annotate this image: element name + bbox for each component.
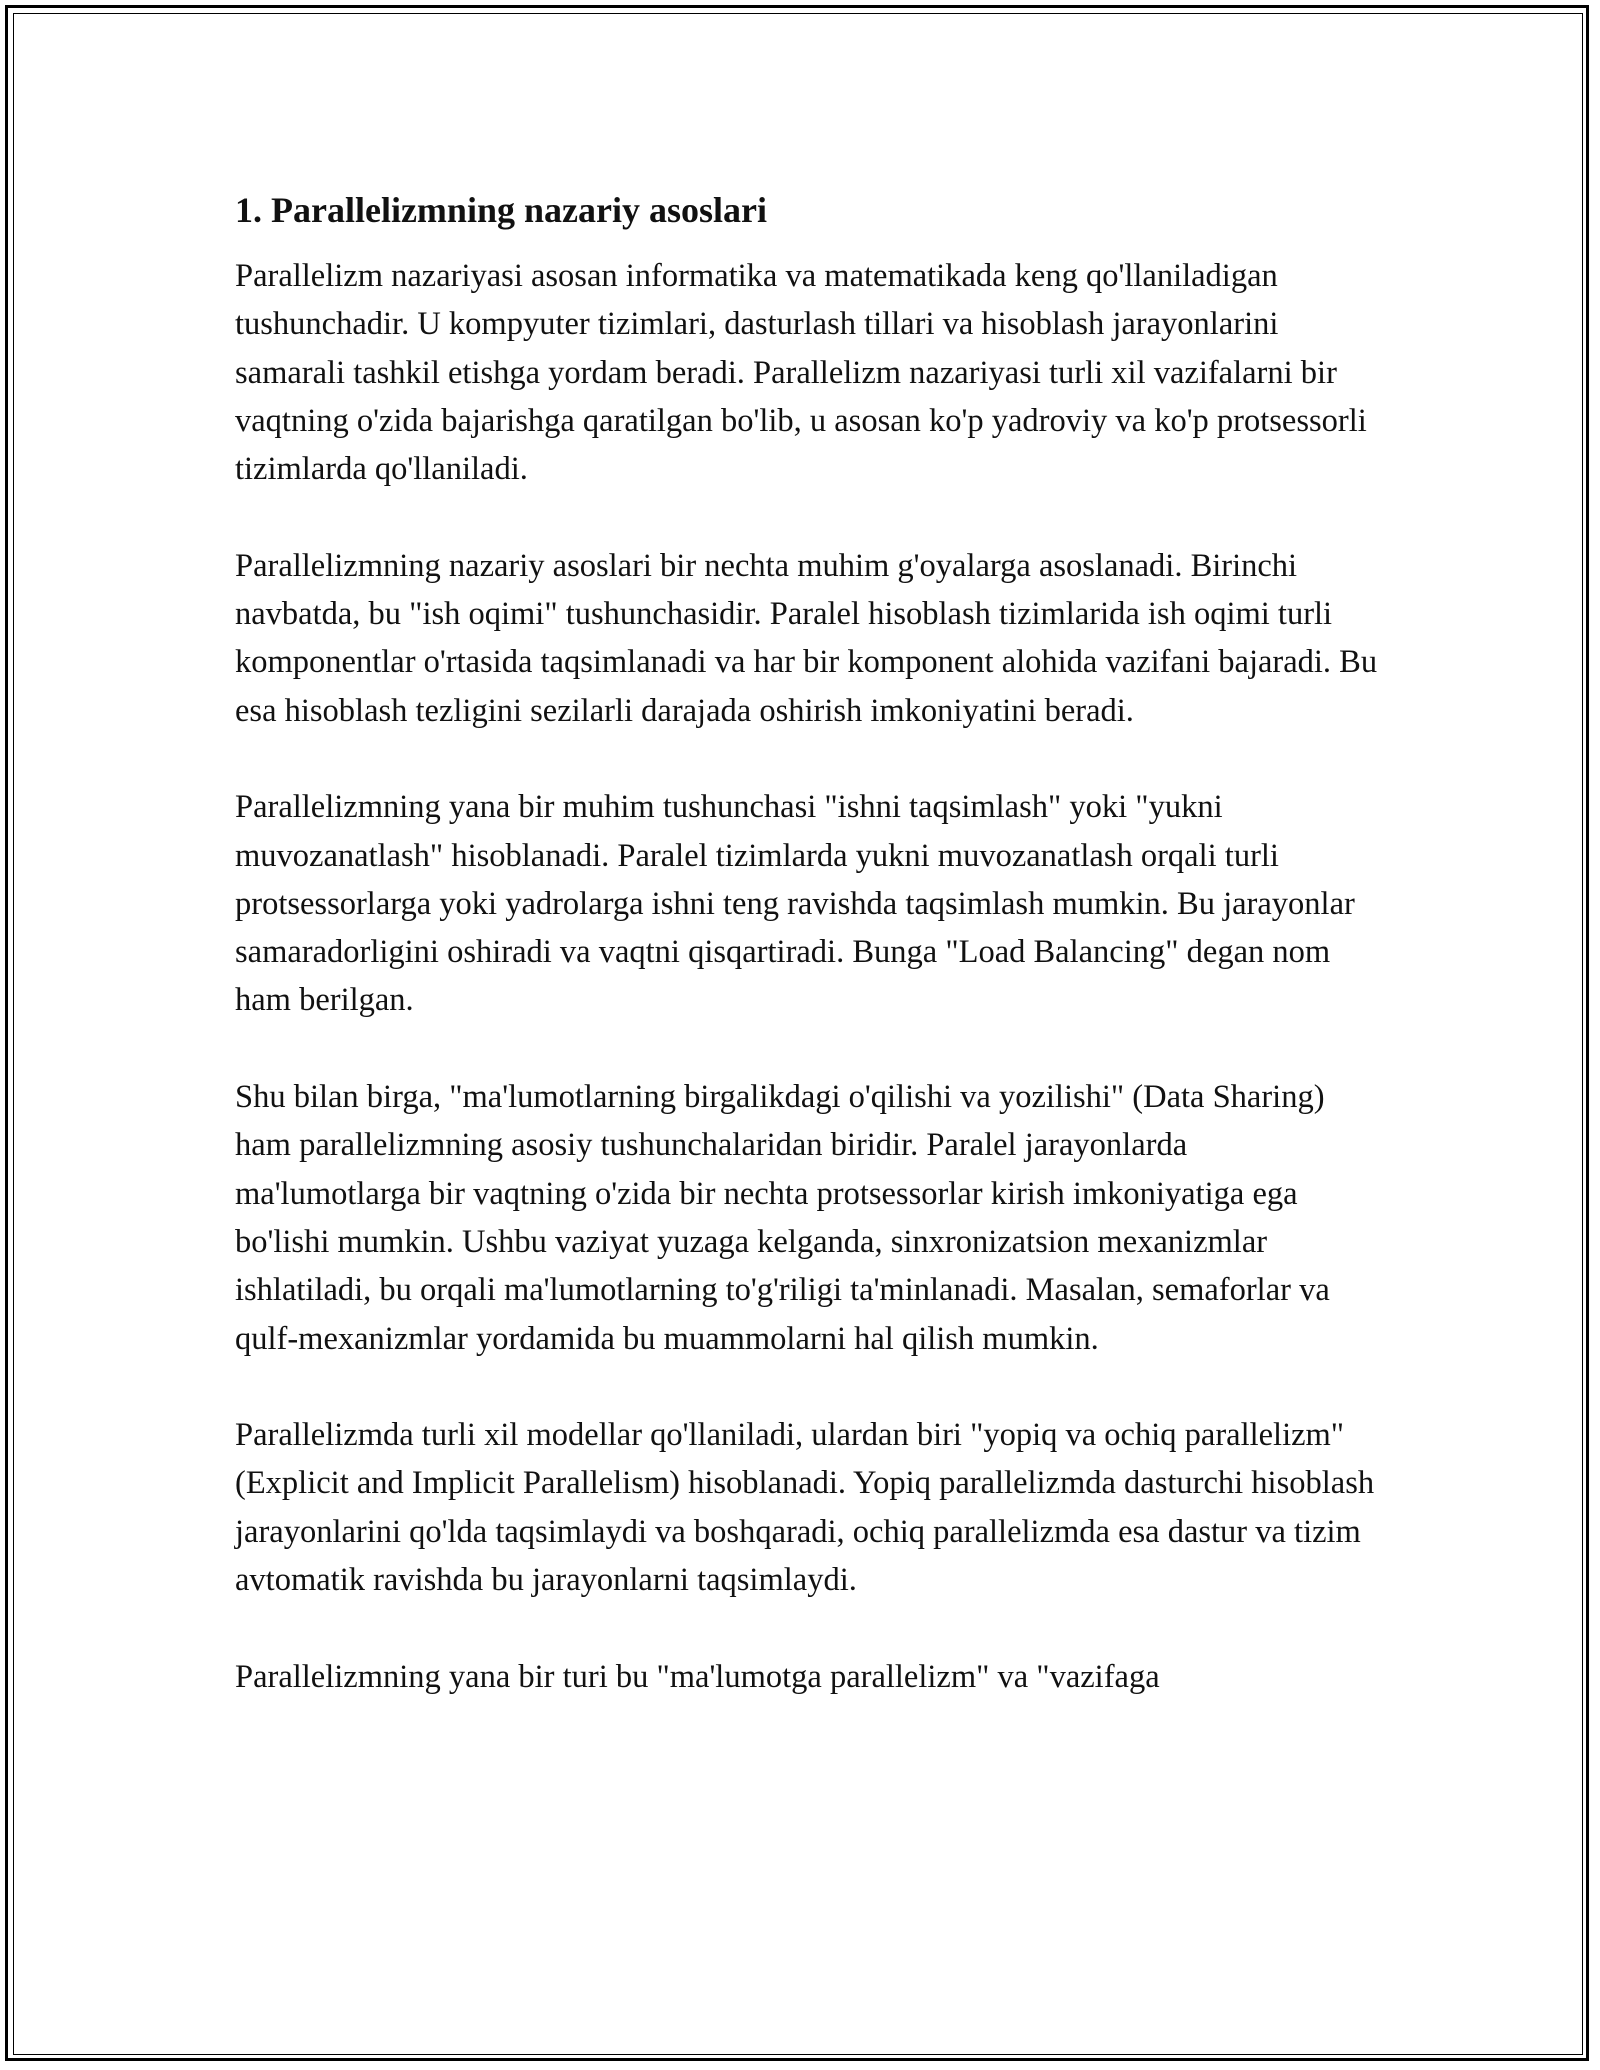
section-heading: 1. Parallelizmning nazariy asoslari <box>235 190 767 230</box>
paragraph-5: Parallelizmda turli xil modellar qo'llaniladi, ulardan biri "yopiq va ochiq parallelizm" (Explicit and Implicit Parallelism) hisoblanadi. Yopiq parallelizmda dasturchi hisoblash jarayonlarini qo'lda taqsimlaydi va boshqaradi, ochiq parallelizmda esa dastur va tizim avtomatik ravishda bu jarayonlarni taqsimlaydi. <box>235 1417 1375 1599</box>
document-body <box>235 186 1380 1749</box>
paragraph-4: Shu bilan birga, "ma'lumotlarning birgalikdagi o'qilishi va yozilishi" (Data Sharing) ham parallelizmning asosiy tushunchalaridan biridir. Paralel jarayonlarda ma'lumotlarga bir vaqtning o'zida bir nechta protsessorlar kirish imkoniyatiga ega bo'lishi mumkin. Ushbu vaziyat yuzaga kelganda, sinxronizatsion mexanizmlar ishlatiladi, bu orqali ma'lumotlarning to'g'riligi ta'minlanadi. Masalan, semaforlar va qulf-mexanizmlar yordamida bu muammolarni hal qilish mumkin. <box>235 1079 1330 1357</box>
paragraph-6: Parallelizmning yana bir turi bu "ma'lumotga parallelizm" va "vazifaga <box>235 1658 1160 1695</box>
paragraph-1: Parallelizm nazariyasi asosan informatika va matematikada keng qo'llaniladigan tushunchadir. U kompyuter tizimlari, dasturlash tillari va hisoblash jarayonlarini samarali tashkil etishga yordam beradi. Parallelizm nazariyasi turli xil vazifalarni bir vaqtning o'zida bajarishga qaratilgan bo'lib, u asosan ko'p yadroviy va ko'p protsessorli tizimlarda qo'llaniladi. <box>235 258 1367 488</box>
paragraph-3: Parallelizmning yana bir muhim tushunchasi "ishni taqsimlash" yoki "yukni muvozanatlash" hisoblanadi. Paralel tizimlarda yukni muvozanatlash orqali turli protsessorlarga yoki yadrolarga ishni teng ravishda taqsimlash mumkin. Bu jarayonlar samaradorligini oshiradi va vaqtni qisqartiradi. Bunga "Load Balancing" degan nom ham berilgan. <box>235 789 1355 1019</box>
paragraph-2: Parallelizmning nazariy asoslari bir nechta muhim g'oyalarga asoslanadi. Birinchi navbatda, bu "ish oqimi" tushunchasidir. Paralel hisoblash tizimlarida ish oqimi turli komponentlar o'rtasida taqsimlanadi va har bir komponent alohida vazifani bajaradi. Bu esa hisoblash tezligini sezilarli darajada oshirish imkoniyatini beradi. <box>235 547 1378 729</box>
